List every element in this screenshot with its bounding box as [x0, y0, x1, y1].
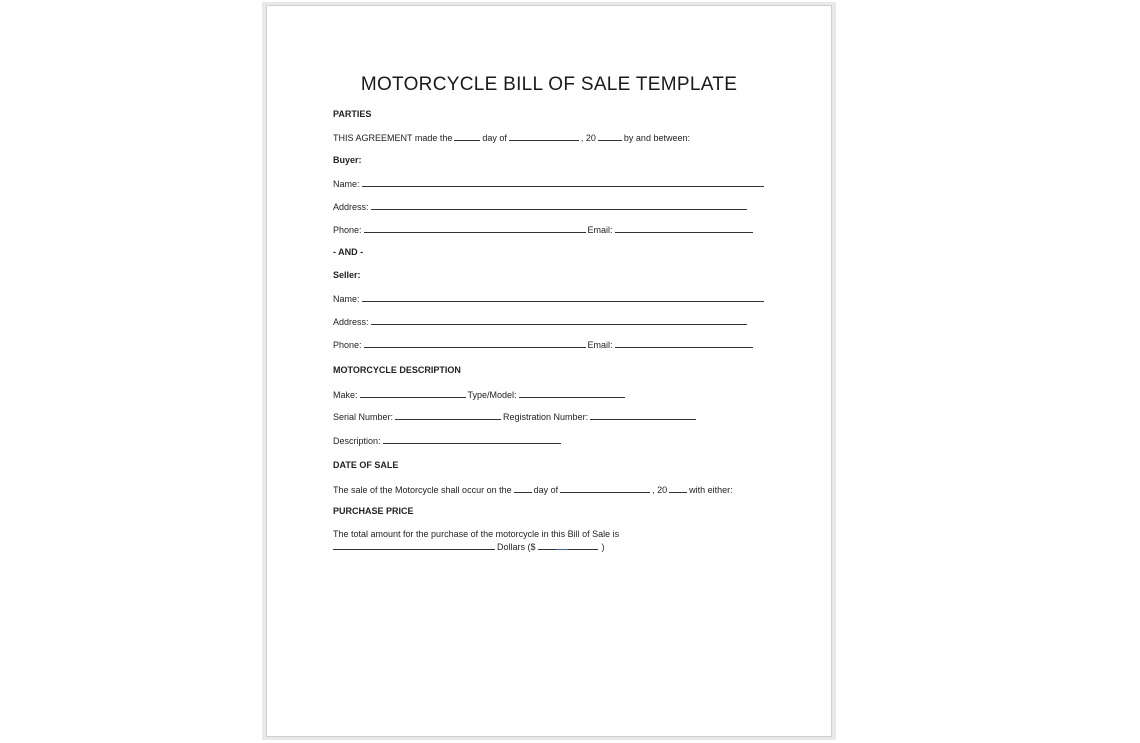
registration-label: Registration Number:: [503, 412, 589, 422]
motorcycle-description-heading: MOTORCYCLE DESCRIPTION: [333, 365, 461, 375]
seller-email-blank[interactable]: [615, 338, 753, 348]
make-blank[interactable]: [360, 388, 466, 398]
seller-name-label: Name:: [333, 294, 360, 304]
sale-date-line: [333, 483, 733, 496]
buyer-email-blank[interactable]: [615, 223, 753, 233]
price-amount-blank[interactable]: [538, 540, 598, 550]
seller-name-line: [333, 292, 766, 305]
buyer-email-label: Email:: [587, 225, 613, 235]
seller-name-blank[interactable]: [362, 292, 764, 302]
agreement-suffix: by and between:: [623, 133, 690, 143]
seller-address-blank[interactable]: [371, 315, 747, 325]
seller-phone-blank[interactable]: [364, 338, 586, 348]
date-of-sale-heading: DATE OF SALE: [333, 460, 399, 470]
agreement-day-of: day of: [482, 133, 507, 143]
purchase-price-heading: PURCHASE PRICE: [333, 506, 414, 516]
seller-address-label: Address:: [333, 317, 369, 327]
parties-heading: PARTIES: [333, 109, 372, 119]
sale-prefix: The sale of the Motorcycle shall occur on the: [333, 485, 512, 495]
buyer-name-blank[interactable]: [362, 177, 764, 187]
price-words-blank[interactable]: [333, 540, 495, 550]
description-label: Description:: [333, 436, 381, 446]
seller-heading: Seller:: [333, 270, 361, 280]
close-paren: ): [601, 542, 605, 552]
sale-year-prefix: , 20: [652, 485, 668, 495]
price-text-line: The total amount for the purchase of the motorcycle in this Bill of Sale is: [333, 529, 620, 539]
buyer-phone-line: [333, 223, 755, 236]
buyer-phone-label: Phone:: [333, 225, 362, 235]
price-amount-line: [333, 540, 605, 553]
buyer-heading: Buyer:: [333, 155, 362, 165]
description-blank[interactable]: [383, 434, 561, 444]
registration-blank[interactable]: [590, 410, 696, 420]
document-title: MOTORCYCLE BILL OF SALE TEMPLATE: [360, 74, 738, 95]
buyer-address-label: Address:: [333, 202, 369, 212]
buyer-name-label: Name:: [333, 179, 360, 189]
price-amount-marker: [556, 540, 568, 550]
seller-phone-line: [333, 338, 755, 351]
seller-address-line: [333, 315, 749, 328]
type-model-blank[interactable]: [519, 388, 625, 398]
agreement-day-blank[interactable]: [454, 131, 480, 141]
sale-year-blank[interactable]: [669, 483, 687, 493]
type-model-label: Type/Model:: [467, 390, 517, 400]
agreement-year-prefix: , 20: [580, 133, 596, 143]
buyer-address-line: [333, 200, 749, 213]
description-line: [333, 434, 563, 447]
serial-blank[interactable]: [395, 410, 501, 420]
serial-label: Serial Number:: [333, 412, 394, 422]
sale-suffix: with either:: [689, 485, 733, 495]
dollars-label: Dollars ($: [497, 542, 536, 552]
sale-day-of: day of: [533, 485, 559, 495]
and-separator: - AND -: [333, 247, 364, 257]
agreement-month-blank[interactable]: [509, 131, 579, 141]
sale-day-blank[interactable]: [514, 483, 532, 493]
buyer-name-line: [333, 177, 766, 190]
seller-email-label: Email:: [587, 340, 613, 350]
agreement-line: [333, 131, 690, 144]
agreement-prefix: THIS AGREEMENT made the: [333, 133, 453, 143]
make-model-line: [333, 388, 627, 401]
buyer-address-blank[interactable]: [371, 200, 747, 210]
document-page: [266, 5, 832, 737]
seller-phone-label: Phone:: [333, 340, 362, 350]
agreement-year-blank[interactable]: [598, 131, 622, 141]
buyer-phone-blank[interactable]: [364, 223, 586, 233]
serial-registration-line: [333, 410, 698, 423]
sale-month-blank[interactable]: [560, 483, 650, 493]
make-label: Make:: [333, 390, 358, 400]
